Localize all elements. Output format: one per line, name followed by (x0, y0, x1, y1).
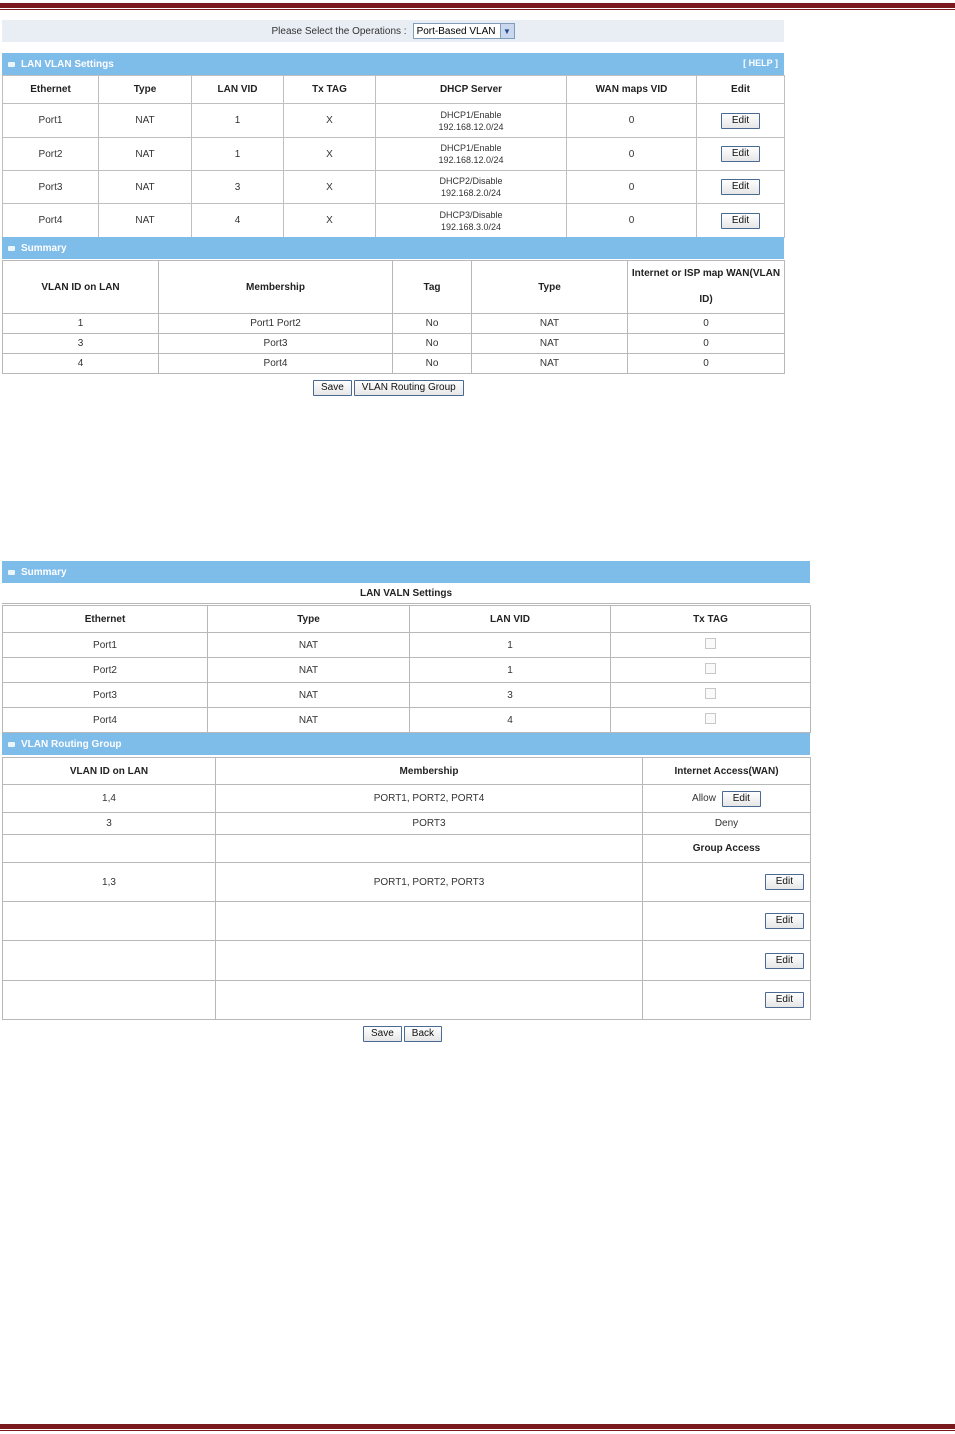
tx-tag-cell: X (284, 104, 376, 138)
vid-cell: 1 (192, 104, 284, 138)
vid-cell: 1 (192, 138, 284, 171)
vid-cell: 4 (410, 708, 611, 733)
section-bullet-icon (8, 570, 15, 575)
table-header-row (3, 758, 811, 785)
table-row (3, 941, 811, 981)
vid-cell: 1 (3, 314, 159, 334)
edit-cell (643, 902, 811, 941)
table-row (3, 138, 785, 171)
table-header-row (3, 76, 785, 104)
membership-cell (216, 981, 643, 1020)
ethernet-cell: Port4 (3, 708, 208, 733)
table-row (3, 708, 811, 733)
operations-selected: Port-Based VLAN (416, 25, 496, 37)
membership-cell: Port3 (159, 334, 393, 354)
panel2-actions (363, 1026, 442, 1042)
edit-button[interactable]: Edit (721, 146, 760, 162)
empty-cell (216, 835, 643, 863)
table-row (3, 813, 811, 835)
col-header: VLAN ID on LAN (3, 758, 216, 785)
col-header: Ethernet (3, 606, 208, 633)
col-header: Tx TAG (284, 76, 376, 104)
edit-cell (697, 171, 785, 204)
section-bullet-icon (8, 742, 15, 747)
vid-cell: 4 (3, 354, 159, 374)
type-cell: NAT (99, 138, 192, 171)
membership-cell: Port4 (159, 354, 393, 374)
table-row (3, 902, 811, 941)
dhcp-subnet: 192.168.12.0/24 (438, 121, 504, 132)
dhcp-status: DHCP3/Disable (439, 209, 503, 220)
tx-tag-cell (611, 708, 811, 733)
vid-cell: 1 (410, 658, 611, 683)
ethernet-cell: Port2 (3, 138, 99, 171)
tag-cell: No (393, 354, 472, 374)
type-cell: NAT (99, 104, 192, 138)
ethernet-cell: Port1 (3, 104, 99, 138)
tag-cell: No (393, 334, 472, 354)
operations-bar (2, 20, 784, 42)
help-link[interactable]: [ HELP ] (743, 58, 778, 68)
chevron-down-icon: ▼ (500, 24, 514, 38)
summary-header (2, 237, 784, 259)
vid-cell: 1,3 (3, 863, 216, 902)
edit-button[interactable]: Edit (765, 874, 804, 890)
edit-cell (697, 138, 785, 171)
table-row (3, 354, 785, 374)
edit-button[interactable]: Edit (721, 179, 760, 195)
save-button[interactable]: Save (363, 1026, 402, 1042)
vid-cell: 1 (410, 633, 611, 658)
ethernet-cell: Port3 (3, 171, 99, 204)
tx-tag-checkbox[interactable] (705, 663, 716, 674)
dhcp-cell (376, 138, 567, 171)
col-header: Internet or ISP map WAN(VLAN ID) (628, 261, 785, 314)
type-cell: NAT (472, 314, 628, 334)
wan-cell: 0 (628, 354, 785, 374)
table-header-row (3, 261, 785, 314)
col-header: Tx TAG (611, 606, 811, 633)
col-header: Type (99, 76, 192, 104)
membership-cell: PORT3 (216, 813, 643, 835)
access-value: Allow (692, 792, 716, 804)
dhcp-subnet: 192.168.12.0/24 (438, 155, 504, 165)
type-cell: NAT (208, 708, 410, 733)
type-cell: NAT (99, 204, 192, 238)
tx-tag-checkbox[interactable] (705, 638, 716, 649)
tx-tag-cell: X (284, 138, 376, 171)
table-row (3, 171, 785, 204)
save-button[interactable]: Save (313, 380, 352, 396)
edit-cell (643, 941, 811, 981)
section-title: Summary (21, 242, 67, 254)
table-row (3, 334, 785, 354)
vid-cell: 1,4 (3, 785, 216, 813)
section-title: LAN VLAN Settings (21, 58, 114, 70)
bottom-rule (0, 1424, 955, 1429)
col-header: Type (472, 261, 628, 314)
col-header: Ethernet (3, 76, 99, 104)
edit-button[interactable]: Edit (765, 913, 804, 929)
tag-cell: No (393, 314, 472, 334)
vid-cell (3, 981, 216, 1020)
vid-cell: 3 (410, 683, 611, 708)
type-cell: NAT (208, 633, 410, 658)
wan-cell: 0 (567, 204, 697, 238)
wan-cell: 0 (567, 104, 697, 138)
wan-cell: 0 (628, 334, 785, 354)
section-bullet-icon (8, 246, 15, 251)
top-rule-thin (0, 9, 955, 10)
type-cell: NAT (472, 334, 628, 354)
lan-vlan-settings-header (2, 53, 784, 75)
vid-cell: 3 (192, 171, 284, 204)
wan-cell: 0 (567, 171, 697, 204)
edit-button[interactable]: Edit (765, 953, 804, 969)
dhcp-status: DHCP2/Disable (439, 176, 503, 186)
vid-cell: 3 (3, 813, 216, 835)
table-row (3, 683, 811, 708)
col-header: Tag (393, 261, 472, 314)
edit-button[interactable]: Edit (721, 213, 760, 229)
col-header: Type (208, 606, 410, 633)
panel1-actions (313, 380, 464, 396)
tx-tag-cell (611, 683, 811, 708)
col-header: Edit (697, 76, 785, 104)
wan-cell: 0 (628, 314, 785, 334)
dhcp-subnet: 192.168.2.0/24 (440, 188, 502, 198)
edit-button[interactable]: Edit (722, 791, 761, 807)
dhcp-cell (376, 104, 567, 138)
table-row (3, 981, 811, 1020)
membership-cell: PORT1, PORT2, PORT4 (216, 785, 643, 813)
table-row (3, 863, 811, 902)
membership-cell: Port1 Port2 (159, 314, 393, 334)
operations-select[interactable] (413, 23, 515, 39)
table-row (3, 633, 811, 658)
wan-cell: 0 (567, 138, 697, 171)
operations-label: Please Select the Operations : (271, 25, 407, 37)
tx-tag-checkbox[interactable] (705, 688, 716, 699)
col-header: LAN VID (410, 606, 611, 633)
dhcp-status: DHCP1/Enable (440, 109, 502, 120)
edit-button[interactable]: Edit (765, 992, 804, 1008)
edit-cell (697, 204, 785, 238)
col-header: WAN maps VID (567, 76, 697, 104)
col-header: Membership (159, 261, 393, 314)
type-cell: NAT (472, 354, 628, 374)
type-cell: NAT (208, 683, 410, 708)
vid-cell: 4 (192, 204, 284, 238)
type-cell: NAT (208, 658, 410, 683)
col-header: LAN VID (192, 76, 284, 104)
vid-cell (3, 941, 216, 981)
vlan-routing-group-button[interactable]: VLAN Routing Group (354, 380, 464, 396)
access-cell: Deny (643, 813, 811, 835)
edit-cell (697, 104, 785, 138)
tx-tag-cell: X (284, 204, 376, 238)
col-header: Internet Access(WAN) (643, 758, 811, 785)
vid-cell (3, 902, 216, 941)
back-button[interactable]: Back (404, 1026, 442, 1042)
table-row (3, 314, 785, 334)
dhcp-subnet: 192.168.3.0/24 (440, 221, 502, 232)
col-header: Membership (216, 758, 643, 785)
section-title: VLAN Routing Group (21, 738, 122, 750)
edit-cell (643, 981, 811, 1020)
summary-header-2 (2, 561, 810, 583)
type-cell: NAT (99, 171, 192, 204)
group-access-label: Group Access (643, 835, 811, 863)
access-cell (643, 785, 811, 813)
routing-table (2, 757, 811, 1020)
table-row (3, 658, 811, 683)
lan-valn-table (2, 605, 811, 733)
summary-table (2, 260, 785, 374)
empty-cell (3, 835, 216, 863)
edit-button[interactable]: Edit (721, 113, 760, 129)
ethernet-cell: Port1 (3, 633, 208, 658)
lan-vlan-table (2, 75, 785, 238)
membership-cell: PORT1, PORT2, PORT3 (216, 863, 643, 902)
tx-tag-checkbox[interactable] (705, 713, 716, 724)
ethernet-cell: Port4 (3, 204, 99, 238)
dhcp-status: DHCP1/Enable (440, 143, 502, 153)
tx-tag-cell (611, 633, 811, 658)
section-title: Summary (21, 566, 67, 578)
top-rule (0, 3, 955, 8)
ethernet-cell: Port3 (3, 683, 208, 708)
tx-tag-cell (611, 658, 811, 683)
table-header-row (3, 606, 811, 633)
vid-cell: 3 (3, 334, 159, 354)
section-bullet-icon (8, 62, 15, 67)
table-row (3, 785, 811, 813)
dhcp-cell (376, 171, 567, 204)
bottom-rule-thin (0, 1430, 955, 1431)
col-header: VLAN ID on LAN (3, 261, 159, 314)
edit-cell (643, 863, 811, 902)
ethernet-cell: Port2 (3, 658, 208, 683)
membership-cell (216, 941, 643, 981)
group-access-header-row (3, 835, 811, 863)
lan-valn-settings-subtitle: LAN VALN Settings (2, 584, 810, 604)
col-header: DHCP Server (376, 76, 567, 104)
membership-cell (216, 902, 643, 941)
dhcp-cell (376, 204, 567, 238)
table-row (3, 104, 785, 138)
vlan-routing-group-header (2, 733, 810, 755)
tx-tag-cell: X (284, 171, 376, 204)
table-row (3, 204, 785, 238)
